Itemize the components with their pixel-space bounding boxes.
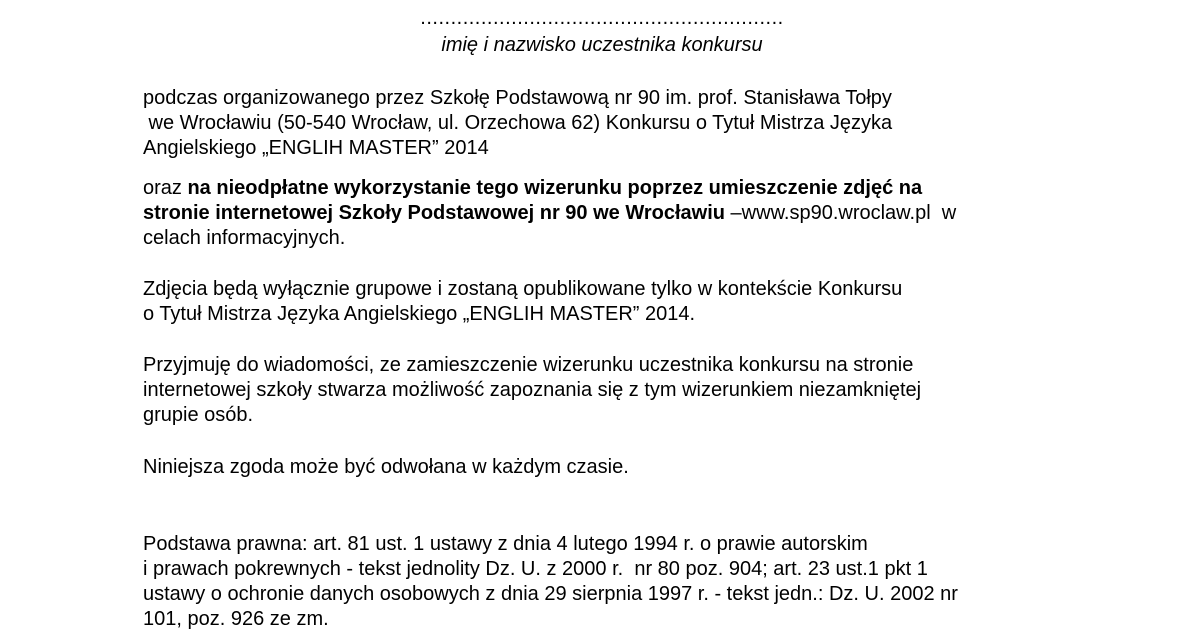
paragraph3-line2: o Tytuł Mistrza Języka Angielskiego „ENGLIH MASTER” 2014. <box>143 303 696 325</box>
paragraph1-line3: Angielskiego „ENGLIH MASTER” 2014 <box>143 137 489 159</box>
paragraph3-line1: Zdjęcia będą wyłącznie grupowe i zostaną opublikowane tylko w kontekście Konkursu <box>143 278 903 300</box>
name-signature-line: ............................................................ <box>420 7 784 29</box>
legal-basis-line1: Podstawa prawna: art. 81 ust. 1 ustawy z dnia 4 lutego 1994 r. o prawie autorskim <box>143 533 868 555</box>
paragraph1-line1: podczas organizowanego przez Szkołę Podstawową nr 90 im. prof. Stanisława Tołpy <box>143 87 892 109</box>
legal-basis-line2: i prawach pokrewnych - tekst jednolity Dz. U. z 2000 r. nr 80 poz. 904; art. 23 ust.1 pkt 1 <box>143 558 928 580</box>
legal-basis-line3: ustawy o ochronie danych osobowych z dnia 29 sierpnia 1997 r. - tekst jedn.: Dz. U. 2002 nr <box>143 583 958 605</box>
name-caption: imię i nazwisko uczestnika konkursu <box>441 34 763 56</box>
paragraph4-line2: internetowej szkoły stwarza możliwość zapoznania się z tym wizerunkiem niezamkniętej <box>143 379 922 401</box>
paragraph2-bold-part2: stronie internetowej Szkoły Podstawowej nr 90 we Wrocławiu <box>143 202 725 224</box>
paragraph2-line2 <box>143 201 956 225</box>
paragraph1-line2: we Wrocławiu (50-540 Wrocław, ul. Orzechowa 62) Konkursu o Tytuł Mistrza Języka <box>143 112 893 134</box>
school-website-link: –www.sp90.wroclaw.pl w <box>725 202 957 224</box>
paragraph2-bold-part1: na nieodpłatne wykorzystanie tego wizerunku poprzez umieszczenie zdjęć na <box>187 177 923 199</box>
paragraph2-prefix: oraz <box>143 177 188 199</box>
paragraph2-line1 <box>143 176 922 200</box>
paragraph4-line1: Przyjmuję do wiadomości, ze zamieszczenie wizerunku uczestnika konkursu na stronie <box>143 354 914 376</box>
paragraph2-line3: celach informacyjnych. <box>143 227 346 249</box>
paragraph5-line1: Niniejsza zgoda może być odwołana w każdym czasie. <box>143 456 629 478</box>
paragraph4-line3: grupie osób. <box>143 404 254 426</box>
legal-basis-line4: 101, poz. 926 ze zm. <box>143 608 329 630</box>
